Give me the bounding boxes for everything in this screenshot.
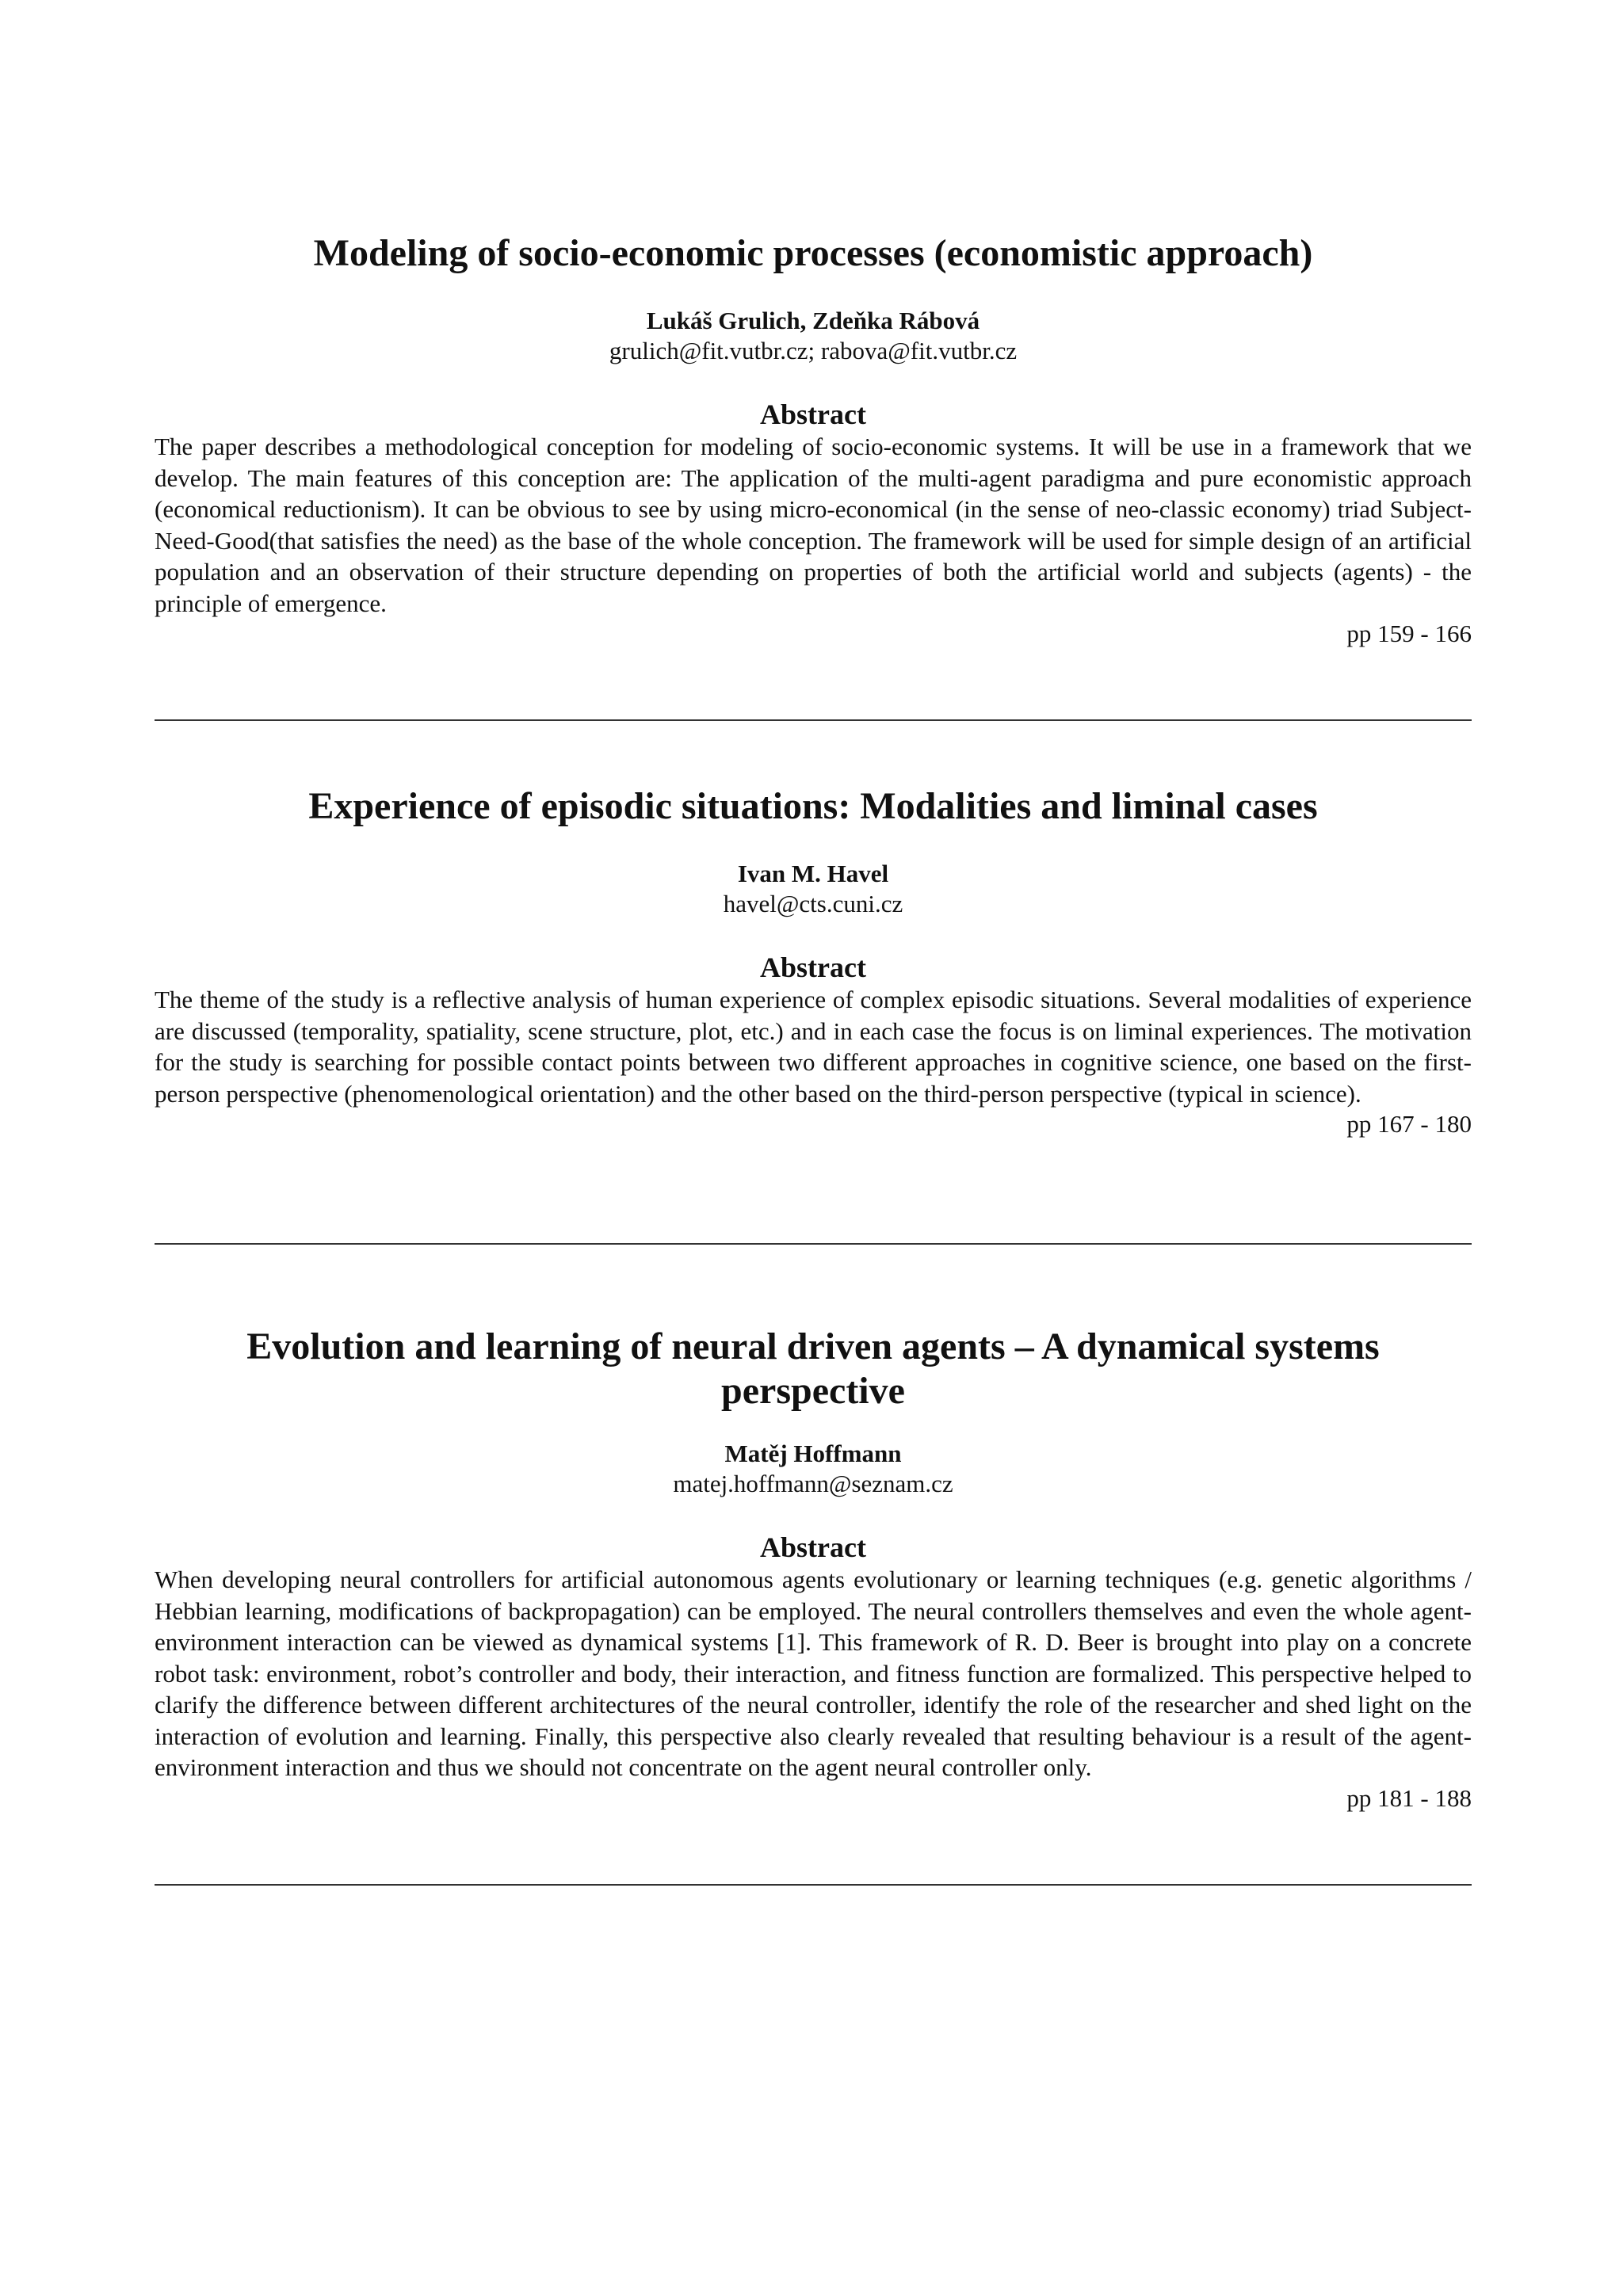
paper-authors: Ivan M. Havel xyxy=(737,860,889,887)
paper-title-line: perspective xyxy=(721,1370,905,1412)
paper-entry xyxy=(155,231,1472,649)
paper-authors: Lukáš Grulich, Zdeňka Rábová xyxy=(646,307,980,334)
paper-email: matej.hoffmann@seznam.cz xyxy=(673,1470,953,1497)
section-divider xyxy=(155,1243,1472,1245)
page-range: pp 159 - 166 xyxy=(1346,620,1472,647)
abstract-heading: Abstract xyxy=(760,1531,866,1563)
abstract-text: The paper describes a methodological conception for modeling of socio-economic systems. It will be use in a framework that we develop. The main features of this conception are: The application of the multi-agent paradigma and pure economistic approach (economical reductionism). It can be obvious to see by using micro-economical (in the sense of neo-classic economy) triad Subject-Need-Good(that satisfies the need) as the base of the whole conception. The framework will be used for simple design of an artificial population and an observation of their structure depending on properties of both the artificial world and subjects (agents) - the principle of emergence. xyxy=(155,433,1472,617)
paper-entry xyxy=(155,784,1472,1139)
abstract-heading: Abstract xyxy=(760,952,866,983)
section-divider xyxy=(155,719,1472,721)
abstract-text: The theme of the study is a reflective analysis of human experience of complex episodic situations. Several modalities of experience are discussed (temporality, spatiality, scene structure, plot, etc.) and in each case the focus is on liminal experiences. The motivation for the study is searching for possible contact points between two different approaches in cognitive science, one based on the first-person perspective (phenomenological orientation) and the other based on the third-person perspective (typical in science). xyxy=(155,986,1472,1108)
paper-title: Modeling of socio-economic processes (economistic approach) xyxy=(313,232,1313,274)
paper-title xyxy=(155,1325,1472,1413)
paper-email: grulich@fit.vutbr.cz; rabova@fit.vutbr.cz xyxy=(609,337,1018,364)
paper-title-line: Evolution and learning of neural driven agents – A dynamical systems xyxy=(246,1325,1380,1367)
page-range: pp 167 - 180 xyxy=(1346,1110,1472,1138)
paper-email: havel@cts.cuni.cz xyxy=(723,890,903,917)
paper-entry xyxy=(155,1325,1472,1814)
abstract-text: When developing neural controllers for artificial autonomous agents evolutionary or learning techniques (e.g. genetic algorithms / Hebbian learning, modifications of backpropagation) can be employed. The neural controllers themselves and even the whole agent-environment interaction can be viewed as dynamical systems [1]. This framework of R. D. Beer is brought into play on a concrete robot task: environment, robot’s controller and body, their interaction, and fitness function are formalized. This perspective helped to clarify the difference between different architectures of the neural controller, identify the role of the researcher and shed light on the interaction of evolution and learning. Finally, this perspective also clearly revealed that resulting behaviour is a result of the agent-environment interaction and thus we should not concentrate on the agent neural controller only. xyxy=(155,1566,1472,1781)
paper-authors: Matěj Hoffmann xyxy=(724,1440,902,1467)
paper-title: Experience of episodic situations: Modalities and liminal cases xyxy=(308,785,1318,827)
page-range: pp 181 - 188 xyxy=(1346,1783,1472,1812)
section-divider xyxy=(155,1884,1472,1886)
abstract-heading: Abstract xyxy=(760,399,866,430)
